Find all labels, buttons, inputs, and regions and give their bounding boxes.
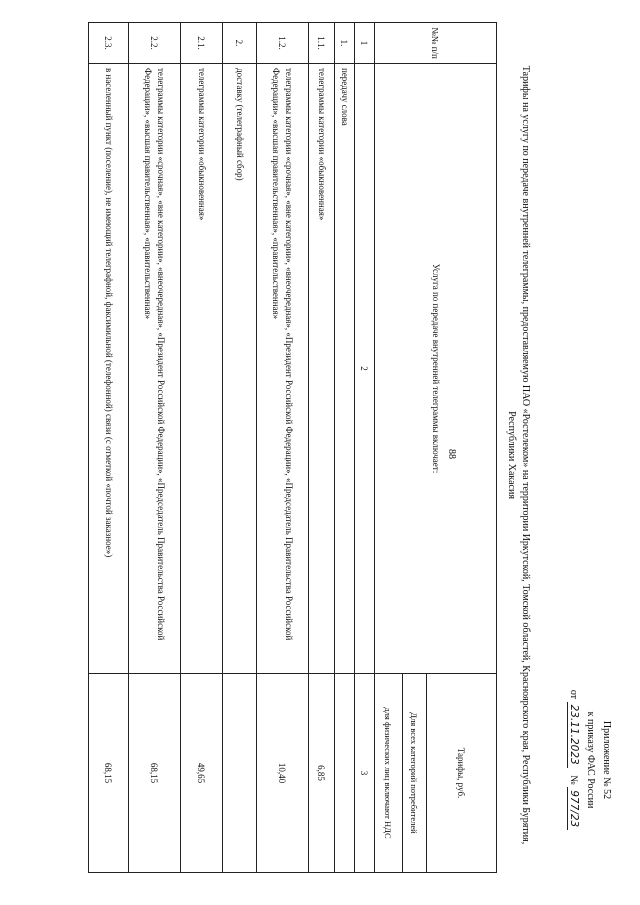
row-tariff: 68,15 — [89, 674, 129, 873]
row-tariff: 68,15 — [129, 674, 181, 873]
header-for-all-categories: Для всех категорий потребителей — [403, 674, 427, 873]
row-description: в населенный пункт (поселение), не имеющий телеграфной, факсимильной (телефонной) связи (с отметкой «почтой заказное») — [89, 64, 129, 674]
header-tariffs: Тарифы, руб. — [427, 674, 497, 873]
appendix-order-ref: к приказу ФАС России — [585, 711, 596, 809]
date-prefix: от — [568, 689, 579, 700]
header-number: №№ п/п — [375, 23, 497, 64]
number-prefix: № — [568, 775, 579, 785]
row-description: передачу слова — [335, 64, 355, 674]
row-number: 2.3. — [89, 23, 129, 64]
row-number: 2.2. — [129, 23, 181, 64]
header-service: Услуга по передаче внутренней телеграммы включает: — [375, 64, 497, 674]
row-number: 2. — [223, 23, 257, 64]
row-description: телеграммы категории «срочная», «вне категории», «внеочередная», «Президент Российской Федерации», «Председатель Правительства Российской Федерации», «высшая правительственная», «правительственная» — [129, 64, 181, 674]
appendix-number: Приложение № 52 — [601, 720, 612, 800]
row-description: телеграммы категории «обыкновенная» — [181, 64, 223, 674]
table-row — [309, 23, 335, 873]
table-header-row — [427, 23, 497, 873]
index-cell-3: 3 — [355, 674, 375, 873]
row-tariff — [335, 674, 355, 873]
table-row — [129, 23, 181, 873]
table-row — [257, 23, 309, 873]
header-vat-note: для физических лиц включают НДС — [375, 674, 403, 873]
table-row — [335, 23, 355, 873]
index-cell-2: 2 — [355, 64, 375, 674]
row-number: 1. — [335, 23, 355, 64]
row-description: телеграммы категории «срочная», «вне категории», «внеочередная», «Президент Российской Федерации», «Председатель Правительства Российской Федерации», «высшая правительственная», «правительственная» — [257, 64, 309, 674]
appendix-header — [565, 655, 614, 865]
table-row — [89, 23, 129, 873]
order-date-handwritten: 23.11.2023 — [567, 702, 580, 768]
row-tariff: 6,85 — [309, 674, 335, 873]
table-row — [181, 23, 223, 873]
page-number: 88 — [446, 449, 457, 459]
row-tariff: 10,40 — [257, 674, 309, 873]
row-tariff — [223, 674, 257, 873]
row-number: 1.2. — [257, 23, 309, 64]
document-title: Тарифы на услугу по передаче внутренней телеграммы, предоставляемую ПАО «Ростелеком» на территории Иркутской, Томской областей, Красноярского края, Республики Бурятия, Республики Хакасия — [506, 65, 531, 845]
row-tariff: 49,65 — [181, 674, 223, 873]
row-number: 2.1. — [181, 23, 223, 64]
table-index-row — [355, 23, 375, 873]
row-description: телеграммы категории «обыкновенная» — [309, 64, 335, 674]
row-number: 1.1. — [309, 23, 335, 64]
tariff-table — [88, 22, 497, 873]
row-description: доставку (телеграфный сбор) — [223, 64, 257, 674]
order-date-number-line — [565, 655, 582, 865]
table-row — [223, 23, 257, 873]
order-number-handwritten: 977/23 — [567, 787, 580, 830]
index-cell-1: 1 — [355, 23, 375, 64]
